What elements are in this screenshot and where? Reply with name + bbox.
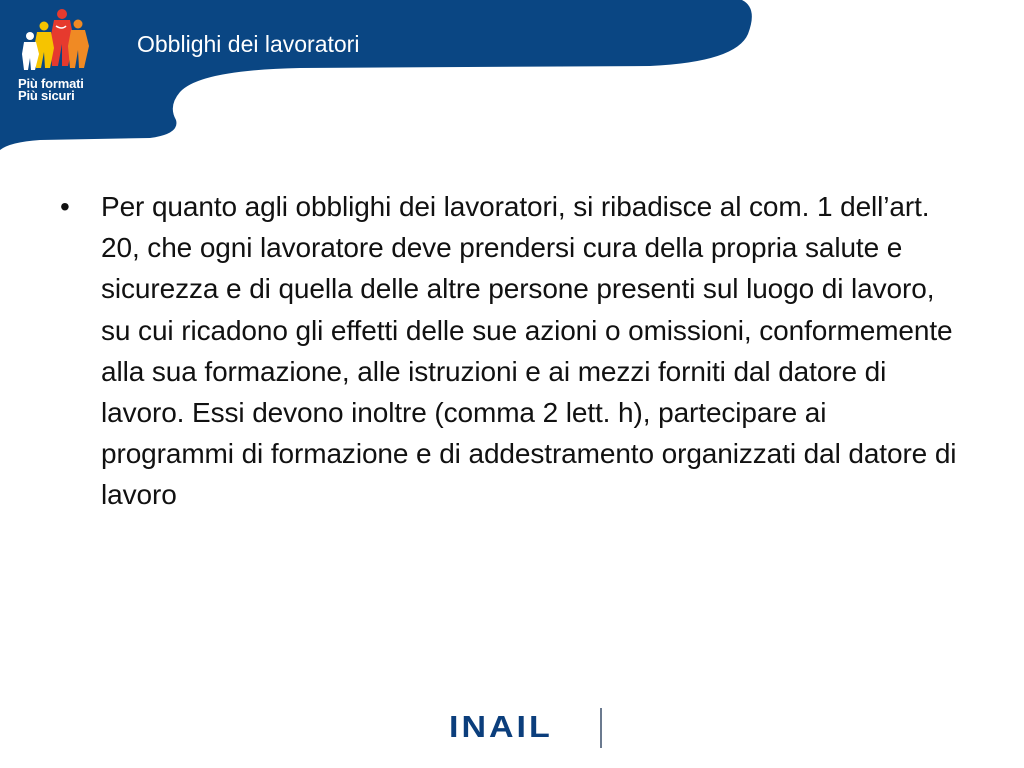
bullet-text: Per quanto agli obblighi dei lavoratori, si ribadisce al com. 1 dell’art. 20, che ogni lavoratore deve prendersi cura della propria salute e sicurezza e di quella delle altre persone presenti sul luogo di lavoro, su cui ricadono gli effetti delle sue azioni o omissioni, conformemente alla sua formazione, alle istruzioni e ai mezzi forniti dal datore di lavoro. Essi devono inoltre (comma 2 lett. h), partecipare ai programmi di formazione e di addestramento organizzati dal datore di lavoro <box>101 191 957 511</box>
footer-divider <box>600 708 602 748</box>
inail-wordmark: INAIL <box>449 710 553 745</box>
bullet-item <box>60 186 960 516</box>
pi-formati-pi-sicuri-logo <box>10 6 106 110</box>
header-band-shape <box>0 0 760 152</box>
header-band <box>0 0 760 152</box>
logo-line-1: Più formati <box>18 76 84 91</box>
bullet-marker: • <box>60 191 70 222</box>
inail-logo <box>449 708 609 750</box>
logo-wordmark <box>18 78 114 102</box>
people-group-icon <box>10 6 106 78</box>
logo-line-2: Più sicuri <box>18 88 75 103</box>
slide-content <box>60 186 960 516</box>
slide-title: Obblighi dei lavoratori <box>137 31 360 57</box>
